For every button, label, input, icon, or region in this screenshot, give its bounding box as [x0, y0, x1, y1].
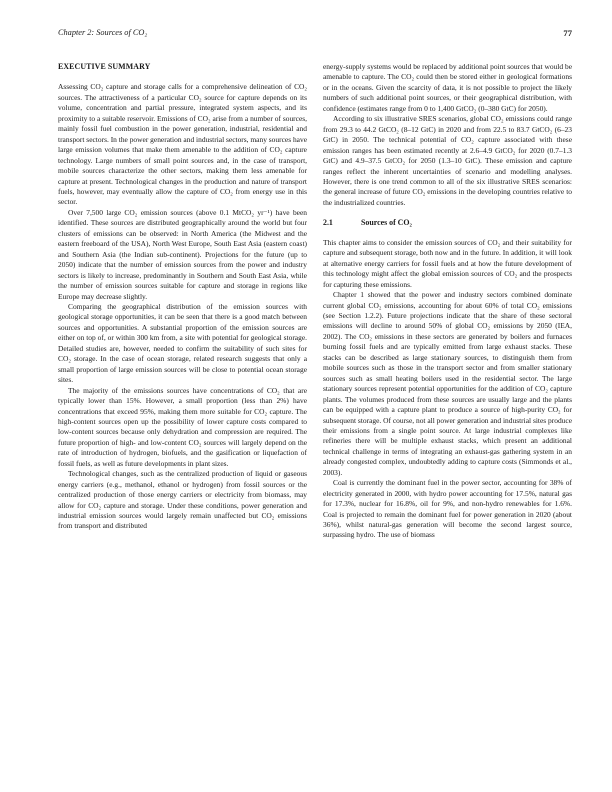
paragraph: Chapter 1 showed that the power and industry sectors combined dominate current global CO₂ emissions, accounting for about 60% of total CO₂ emissions (see Section 1.2.2). Future projections indicate that the share of these sectoral emissions will decline to around 50% of global CO₂ emissions by 2050 (IEA, 2002). The CO₂ emissions in these sectors are generated by boilers and furnaces burning fossil fuels and are typically emitted from large exhaust stacks. These stacks can be described as large stationary sources, to distinguish them from mobile sources such as those in the transport sector and from smaller stationary sources such as small heating boilers used in the residential sector. The large stationary sources represent potential opportunities for the addition of CO₂ capture plants. The volumes produced from these sources are usually large and the plants can be equipped with a capture plant to produce a source of high-purity CO₂ for subsequent storage. Of course, not all power generation and industrial sites produce their emissions from a single point source. At large industrial complexes like refineries there will be multiple exhaust stacks, which present an additional technical challenge in terms of integrating an exhaust-gas gathering system in an already congested complex, undoubtedly adding to capture costs (Simmonds et al., 2003).	[323, 290, 572, 477]
paragraph: The majority of the emissions sources have concentrations of CO₂ that are typically lower than 15%. However, a small proportion (less than 2%) have concentrations that exceed 95%, making them more suitable for CO₂ capture. The high-content sources open up the possibility of lower capture costs compared to low-content sources because only dehydration and compression are required. The future proportion of high- and low-content CO₂ sources will largely depend on the rate of introduction of hydrogen, biofuels, and the gasification or liquefaction of fossil fuels, as well as future developments in plant sizes.	[58, 385, 307, 468]
paragraph: Technological changes, such as the centralized production of liquid or gaseous energy carriers (e.g., methanol, ethanol or hydrogen) from fossil sources or the centralized production of those energy carriers or electricity from biomass, may allow for CO₂ capture and storage. Under these conditions, power generation and industrial emission sources would largely remain unaffected but CO₂ emissions from transport and distributed	[58, 469, 307, 531]
paragraph: Comparing the geographical distribution of the emission sources with geological storage opportunities, it can be seen that there is a good match between sources and opportunities. A substantial proportion of the emission sources are either on top of, or within 300 km from, a site with potential for geological storage. Detailed studies are, however, needed to confirm the suitability of such sites for CO₂ storage. In the case of ocean storage, related research suggests that only a small proportion of large emission sources will be close to potential ocean storage sites.	[58, 301, 307, 385]
left-column	[58, 62, 307, 762]
paragraph: Over 7,500 large CO₂ emission sources (above 0.1 MtCO₂ yr⁻¹) have been identified. These sources are distributed geographically around the world but four clusters of emissions can be observed: in North America (the Midwest and the eastern freeboard of the USA), North West Europe, South East Asia (eastern coast) and Southern Asia (the Indian sub-continent). Projections for the future (up to 2050) indicate that the number of emission sources from the power and industry sectors is likely to increase, predominantly in Southern and South East Asia, while the number of emission sources suitable for capture and storage in regions like Europe may decrease slightly.	[58, 207, 307, 301]
running-head	[58, 28, 572, 42]
section-heading	[323, 218, 572, 228]
chapter-title: Chapter 2: Sources of CO₂	[58, 28, 148, 37]
section-number: 2.1	[323, 218, 333, 228]
executive-summary-heading: EXECUTIVE SUMMARY	[58, 62, 151, 71]
paragraph: Assessing CO₂ capture and storage calls for a comprehensive delineation of CO₂ sources. The attractiveness of a particular CO₂ source for capture depends on its volume, concentration and partial pressure, integrated system aspects, and its proximity to a suitable reservoir. Emissions of CO₂ arise from a number of sources, mainly fossil fuel combustion in the power generation, industrial, residential and transport sectors. In the power generation and industrial sectors, many sources have large emission volumes that make them amenable to the addition of CO₂ capture technology. Large numbers of small point sources and, in the case of transport, mobile sources characterize the other sectors, making them less amenable for capture at present. Technological changes in the production and nature of transport fuels, however, may eventually allow the capture of CO₂ from energy use in this sector.	[58, 82, 307, 207]
paragraph: Coal is currently the dominant fuel in the power sector, accounting for 38% of electricity generated in 2000, with hydro power accounting for 17.5%, natural gas for 17.3%, nuclear for 16.8%, oil for 9%, and non-hydro renewables for 1.6%. Coal is projected to remain the dominant fuel for power generation in 2020 (about 36%), whilst natural-gas generation will become the second largest source, surpassing hydro. The use of biomass	[323, 478, 572, 540]
right-column	[323, 62, 572, 762]
section-title: Sources of CO₂	[361, 218, 412, 228]
page-number: 77	[563, 28, 572, 38]
paragraph: This chapter aims to consider the emission sources of CO₂ and their suitability for capture and subsequent storage, both now and in the future. In addition, it will look at alternative energy carriers for fossil fuels and at how the future development of this technology might affect the global emission sources of CO₂ and the prospects for capturing these emissions.	[323, 237, 572, 289]
paragraph: energy-supply systems would be replaced by additional point sources that would be amenable to capture. The CO₂ could then be stored either in geological formations or in the oceans. Given the scarcity of data, it is not possible to project the likely numbers of such additional point sources, or their geographical distribution, with confidence (estimates range from 0 to 1,400 GtCO₂ (0–380 GtC) for 2050).	[323, 62, 572, 113]
paragraph: According to six illustrative SRES scenarios, global CO₂ emissions could range from 29.3 to 44.2 GtCO₂ (8–12 GtC) in 2020 and from 22.5 to 83.7 GtCO₂ (6–23 GtC) in 2050. The technical potential of CO₂ capture associated with these emission ranges has been estimated recently at 2.6–4.9 GtCO₂ for 2020 (0.7–1.3 GtC) and 4.9–37.5 GtCO₂ for 2050 (1.3–10 GtC). These emission and capture ranges reflect the inherent uncertainties of scenario and modelling analyses. However, there is one trend common to all of the six illustrative SRES scenarios: the general increase of future CO₂ emissions in the developing countries relative to the industrialized countries.	[323, 114, 572, 207]
